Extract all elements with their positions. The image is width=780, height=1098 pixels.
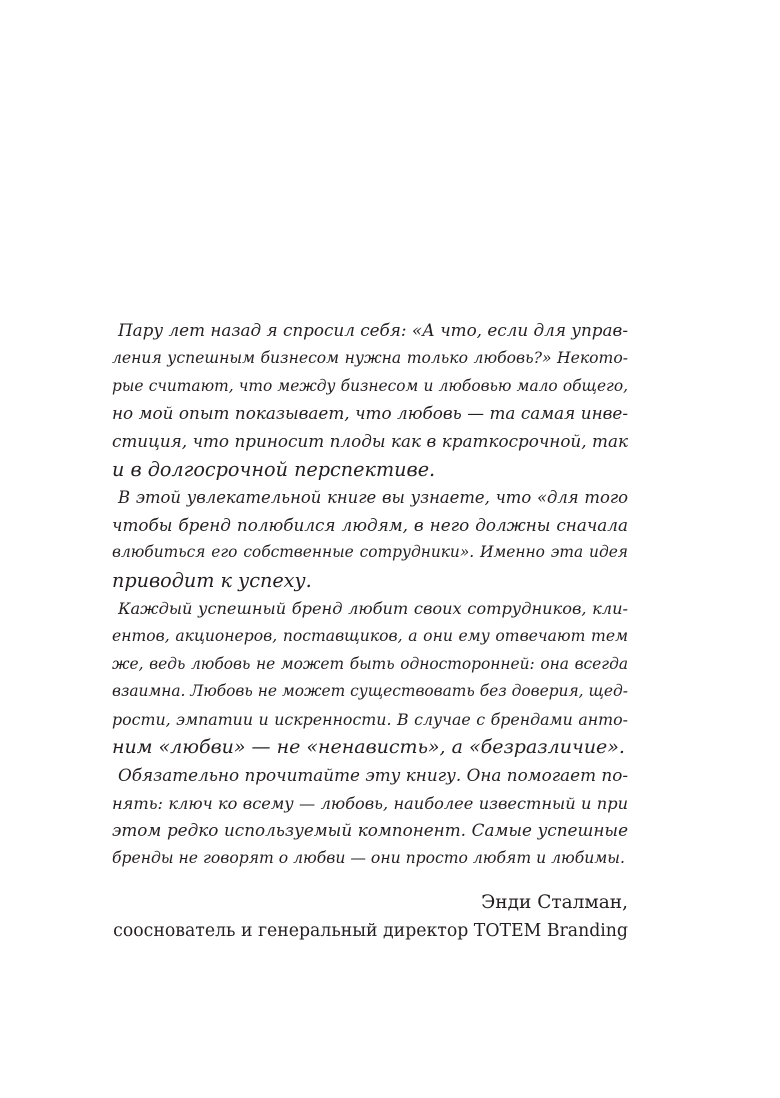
- paragraph-1: [112, 317, 628, 484]
- author-name: Энди Сталман,: [481, 892, 628, 913]
- paragraph-line: Каждый успешный бренд любит своих сотрудников, кли-: [118, 598, 628, 618]
- paragraph-4: [112, 762, 628, 873]
- paragraph-line: рости, эмпатии и искренности. В случае с брендами анто-: [112, 710, 628, 730]
- paragraph-line: и в долгосрочной перспективе.: [112, 457, 436, 481]
- paragraph-line: взаимна. Любовь не может существовать без доверия, щед-: [112, 682, 628, 701]
- paragraph-3: [112, 595, 628, 762]
- paragraph-line: нять: ключ ко всему — любовь, наиболее известный и при: [112, 793, 628, 813]
- paragraph-line: ентов, акционеров, поставщиков, а они ему отвечают тем: [112, 626, 628, 645]
- paragraph-line: чтобы бренд полюбился людям, в него должны сначала: [112, 514, 628, 535]
- paragraph-line: влюбиться его собственные сотрудники». Именно эта идея: [112, 543, 628, 562]
- paragraph-line: бренды не говорят о любви — они просто любят и любимы.: [112, 849, 625, 868]
- paragraph-line: рые считают, что между бизнесом и любовью мало общего,: [112, 376, 628, 395]
- paragraph-line: В этой увлекательной книге вы узнаете, что «для того: [118, 487, 628, 507]
- paragraph-2: [112, 484, 628, 595]
- paragraph-line: этом редко используемый компонент. Самые успешные: [112, 820, 628, 841]
- paragraph-line: же, ведь любовь не может быть односторонней: она всегда: [112, 654, 628, 673]
- author-title: сооснователь и генеральный директор TOTEM Branding: [113, 921, 628, 941]
- paragraph-line: приводит к успеху.: [112, 569, 312, 593]
- paragraph-line: Пару лет назад я спросил себя: «А что, если для управ-: [118, 320, 628, 340]
- paragraph-line: стиция, что приносит плоды как в краткосрочной, так: [112, 431, 628, 452]
- signature-block: [112, 888, 628, 946]
- paragraph-line: ления успешным бизнесом нужна только любовь?» Некото-: [112, 348, 628, 367]
- paragraph-line: но мой опыт показывает, что любовь — та самая инве-: [112, 403, 628, 424]
- paragraph-line: ним «любви» — не «ненависть», а «безразличие».: [112, 735, 625, 758]
- foreword-text: [112, 317, 628, 873]
- paragraph-line: Обязательно прочитайте эту книгу. Она помогает по-: [118, 764, 628, 785]
